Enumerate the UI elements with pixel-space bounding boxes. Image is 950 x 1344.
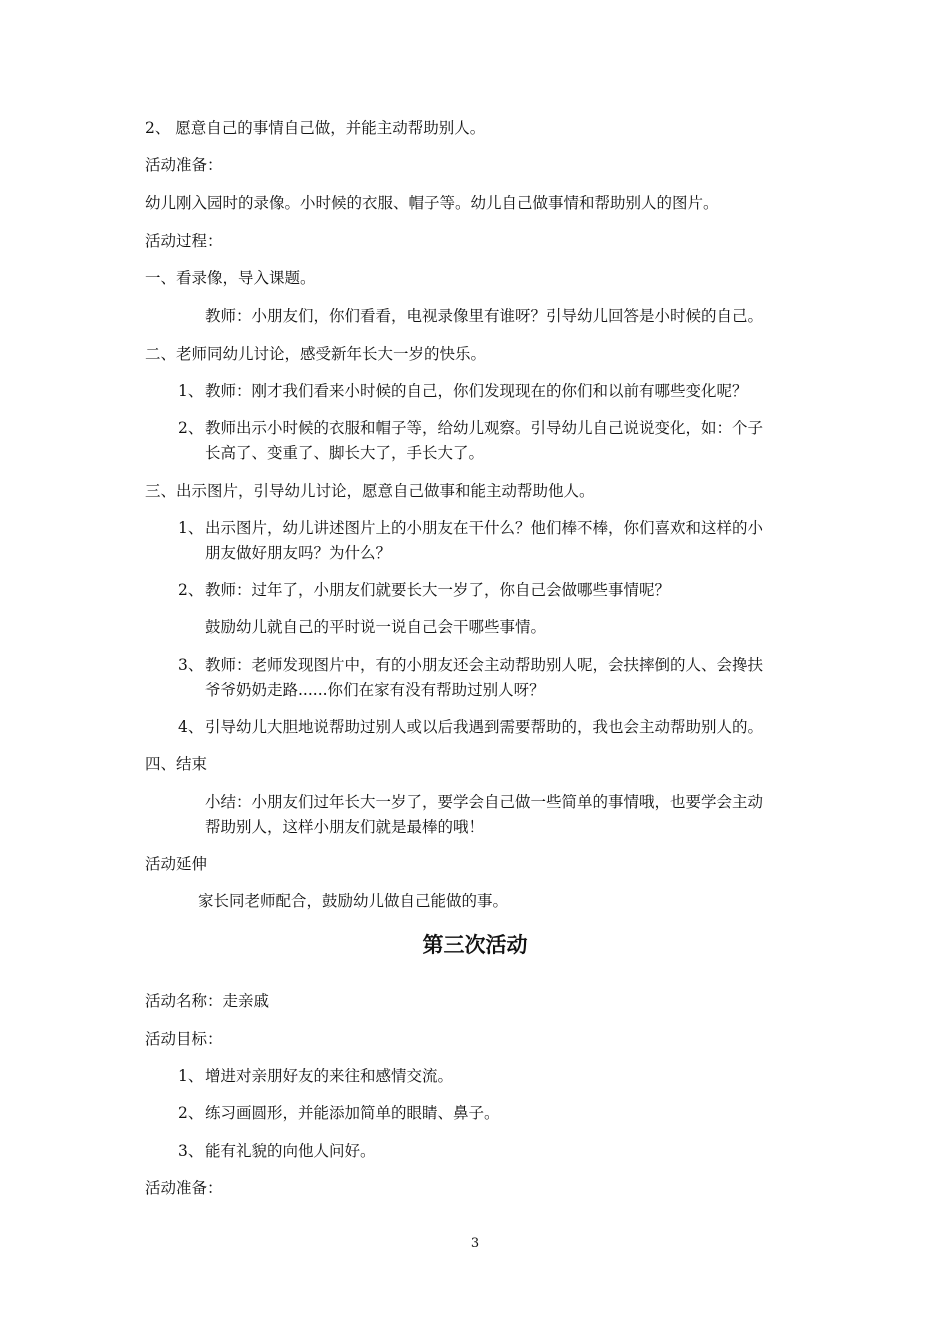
summary-text: 小结：小朋友们过年长大一岁了，要学会自己做一些简单的事情哦，也要学会主动 [205, 793, 764, 811]
step-4-heading: 四、结束 [145, 755, 208, 773]
goal-item-3 [178, 1141, 376, 1161]
step-3-item-4 [178, 717, 763, 737]
step-3-item-2-note: 鼓励幼儿就自己的平时说一说自己会干哪些事情。 [205, 618, 547, 636]
item-text: 教师出示小时候的衣服和帽子等，给幼儿观察。引导幼儿自己说说变化，如：个子 [205, 419, 764, 437]
step-3-item-2 [178, 580, 670, 600]
section-heading-goals: 活动目标： [145, 1030, 223, 1048]
item-text: 能有礼貌的向他人问好。 [205, 1142, 376, 1160]
goal-item-1 [178, 1066, 453, 1086]
item-text: 教师：刚才我们看来小时候的自己，你们发现现在的你们和以前有哪些变化呢？ [205, 382, 748, 400]
step-2-item-2 [178, 418, 763, 438]
step-2-item-1 [178, 381, 748, 401]
item-text: 增进对亲朋好友的来往和感情交流。 [205, 1067, 454, 1085]
section-heading-preparation: 活动准备： [145, 156, 223, 174]
step-2-item-2-cont: 长高了、变重了、脚长大了，手长大了。 [205, 444, 485, 462]
goal-item-2b [178, 1103, 500, 1123]
item-number: 2、 [178, 1104, 204, 1122]
section-heading-preparation-2: 活动准备： [145, 1179, 223, 1197]
step-3-item-1-cont: 朋友做好朋友吗？为什么？ [205, 544, 392, 562]
item-number: 3、 [178, 1142, 204, 1160]
preparation-text: 幼儿刚入园时的录像。小时候的衣服、帽子等。幼儿自己做事情和帮助别人的图片。 [145, 194, 719, 212]
step-2-heading: 二、老师同幼儿讨论，感受新年长大一岁的快乐。 [145, 345, 487, 363]
section-heading-extension: 活动延伸 [145, 855, 208, 873]
step-1-text: 教师：小朋友们，你们看看，电视录像里有谁呀？引导幼儿回答是小时候的自己。 [205, 307, 764, 325]
goal-item-2: 2、 愿意自己的事情自己做，并能主动帮助别人。 [145, 119, 486, 137]
page-number: 3 [470, 1236, 480, 1251]
summary-text-cont: 帮助别人，这样小朋友们就是最棒的哦！ [205, 818, 485, 836]
item-number: 1、 [178, 1067, 204, 1085]
extension-text: 家长同老师配合，鼓励幼儿做自己能做的事。 [198, 892, 509, 910]
item-number: 1、 [178, 519, 204, 537]
item-text: 引导幼儿大胆地说帮助过别人或以后我遇到需要帮助的，我也会主动帮助别人的。 [205, 718, 764, 736]
item-text: 教师：老师发现图片中，有的小朋友还会主动帮助别人呢，会扶摔倒的人、会搀扶 [205, 656, 764, 674]
activity-name: 活动名称：走亲戚 [145, 992, 270, 1010]
section-heading-process: 活动过程： [145, 232, 223, 250]
item-number: 1、 [178, 382, 204, 400]
item-text: 练习画圆形，并能添加简单的眼睛、鼻子。 [205, 1104, 500, 1122]
item-number: 3、 [178, 656, 204, 674]
item-number: 2、 [178, 581, 204, 599]
step-3-item-3-cont: 爷爷奶奶走路......你们在家有没有帮助过别人呀？ [205, 681, 545, 699]
item-number: 4、 [178, 718, 204, 736]
item-number: 2、 [178, 419, 204, 437]
section-title: 第三次活动 [422, 933, 528, 957]
step-3-heading: 三、出示图片，引导幼儿讨论，愿意自己做事和能主动帮助他人。 [145, 482, 595, 500]
step-1-heading: 一、看录像，导入课题。 [145, 269, 316, 287]
step-3-item-3 [178, 655, 763, 675]
item-text: 出示图片，幼儿讲述图片上的小朋友在干什么？他们棒不棒，你们喜欢和这样的小 [205, 519, 764, 537]
step-3-item-1 [178, 518, 763, 538]
item-text: 教师：过年了，小朋友们就要长大一岁了，你自己会做哪些事情呢？ [205, 581, 671, 599]
